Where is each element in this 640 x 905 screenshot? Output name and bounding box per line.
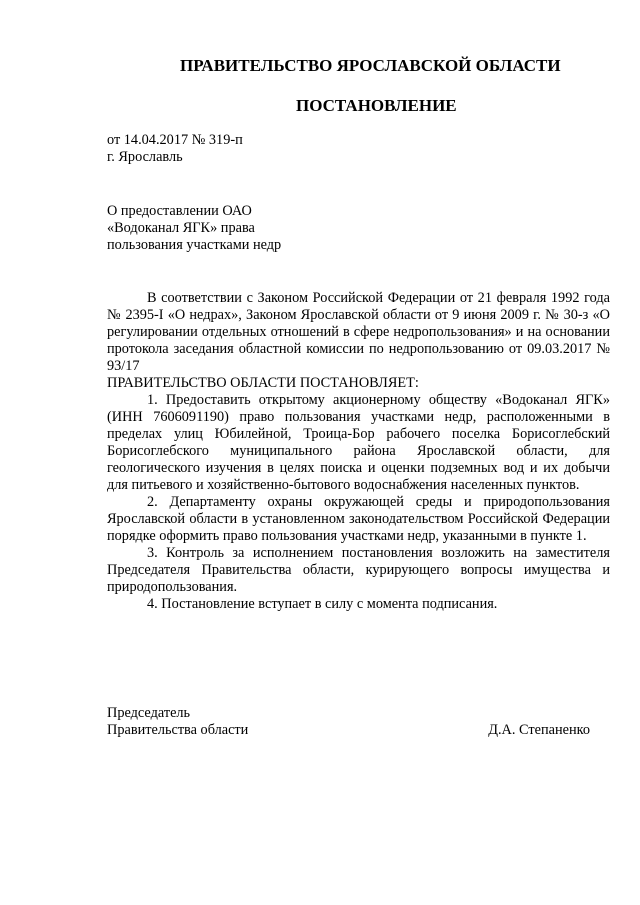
government-title: ПРАВИТЕЛЬСТВО ЯРОСЛАВСКОЙ ОБЛАСТИ — [180, 56, 561, 75]
signatory-title-line-1: Председатель — [107, 705, 191, 721]
resolves-heading: ПРАВИТЕЛЬСТВО ОБЛАСТИ ПОСТАНОВЛЯЕТ: — [107, 375, 419, 391]
resolution-item-2: 2. Департаменту охраны окружающей среды и природопользования Ярославской области в установленном законодательством Российской Федерации порядке оформить право пользования участками недр, указанными в пункте 1. — [107, 494, 610, 544]
signature-row — [107, 722, 590, 739]
subject-line-1: О предоставлении ОАО — [107, 203, 252, 219]
resolution-item-1: 1. Предоставить открытому акционерному обществу «Водоканал ЯГК» (ИНН 7606091190) право пользования участками недр, расположенными в пределах улиц Юбилейной, Троица-Бор рабочего поселка Борисоглебский Борисоглебского муниципального района Ярославской области, для геологического изучения в целях поиска и оценки подземных вод и их добычи для питьевого и хозяйственно-бытового водоснабжения населенных пунктов. — [107, 392, 610, 493]
signatory-name: Д.А. Степаненко — [488, 722, 590, 738]
signatory-title-line-2: Правительства области — [107, 722, 249, 738]
document-body — [107, 290, 610, 613]
document-date-number: от 14.04.2017 № 319-п — [107, 132, 243, 148]
resolution-item-3: 3. Контроль за исполнением постановления возложить на заместителя Председателя Правительства области, курирующего вопросы имущества и природопользования. — [107, 545, 610, 595]
resolution-item-4: 4. Постановление вступает в силу с момента подписания. — [147, 596, 498, 612]
document-type-title: ПОСТАНОВЛЕНИЕ — [296, 96, 457, 115]
subject-line-3: пользования участками недр — [107, 237, 282, 253]
subject-line-2: «Водоканал ЯГК» права — [107, 220, 255, 236]
preamble-paragraph: В соответствии с Законом Российской Федерации от 21 февраля 1992 года № 2395-I «О недрах», Законом Ярославской области от 9 июня 2009 г. № 30-з «О регулировании отдельных отношений в сфере недропользования» и на основании протокола заседания областной комиссии по недропользованию от 09.03.2017 № 93/17 — [107, 290, 610, 374]
document-city: г. Ярославль — [107, 149, 183, 165]
